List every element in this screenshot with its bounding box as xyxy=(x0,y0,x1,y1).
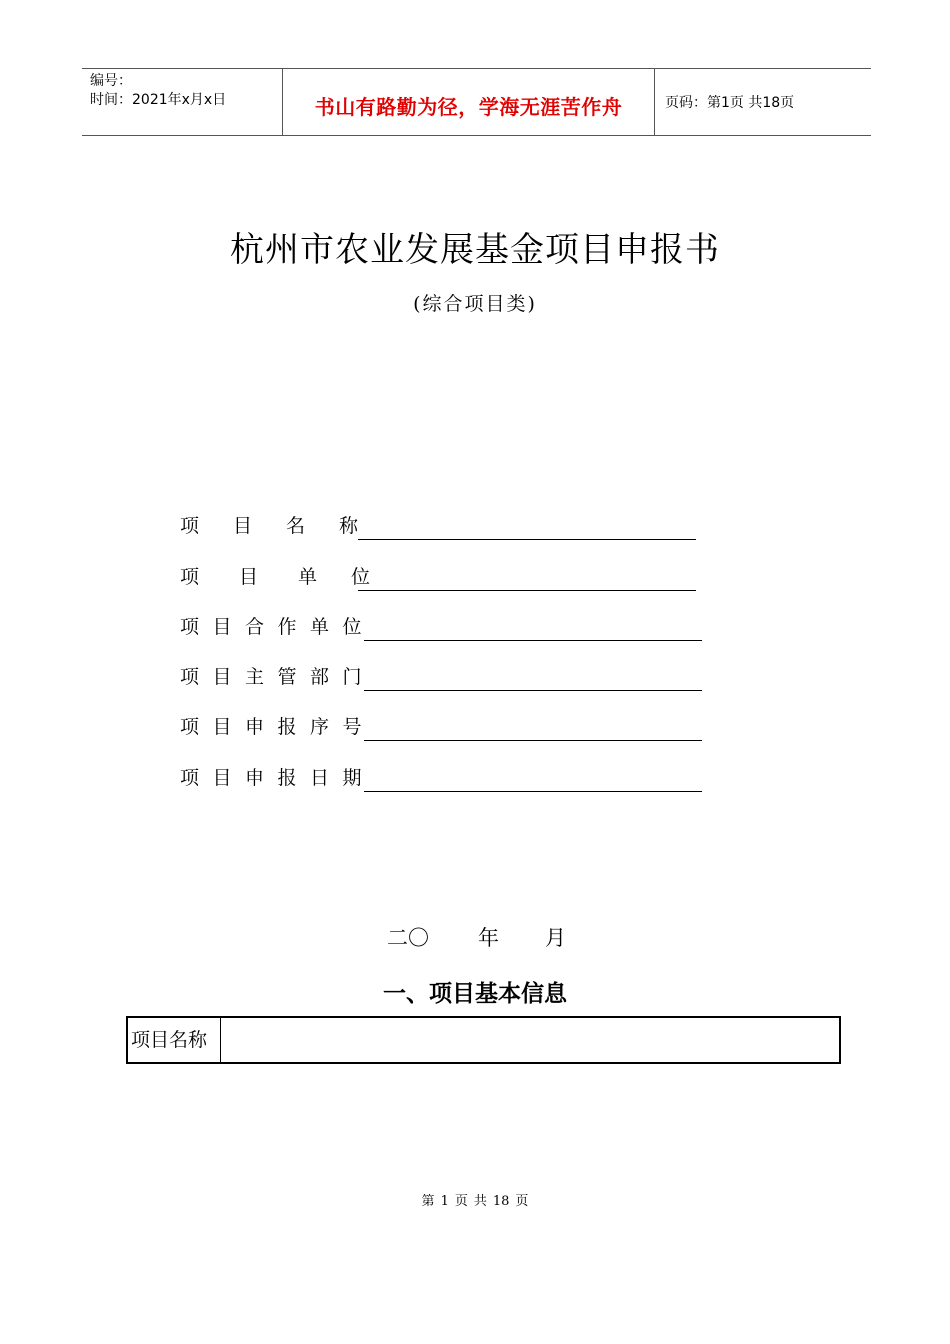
field-cooperation-unit xyxy=(180,611,702,641)
number-label: 编号： xyxy=(90,73,132,89)
section-heading: 一、项目基本信息 xyxy=(383,981,567,1007)
field-project-unit xyxy=(180,561,698,591)
date-year: 年 xyxy=(478,926,499,950)
field-underline[interactable] xyxy=(364,791,702,792)
header-meta-cell xyxy=(82,69,283,135)
document-subtitle: (综合项目类) xyxy=(413,293,537,315)
field-label: 项目主管部门 xyxy=(180,666,376,688)
field-label: 项目合作单位 xyxy=(180,616,376,638)
field-underline[interactable] xyxy=(364,740,702,741)
field-label: 项目名称 xyxy=(180,515,393,537)
page-info: 页码：第1页 共18页 xyxy=(665,95,795,111)
field-label: 项目申报日期 xyxy=(180,767,376,789)
page-footer xyxy=(0,1190,950,1209)
field-underline[interactable] xyxy=(358,539,696,540)
footer-page-number: 1 xyxy=(440,1194,449,1209)
motto-text: 书山有路勤为径，学海无涯苦作舟 xyxy=(314,95,623,119)
field-label: 项目单位 xyxy=(180,566,405,588)
field-underline[interactable] xyxy=(364,640,702,641)
field-application-date xyxy=(180,762,702,792)
field-application-number xyxy=(180,711,702,741)
footer-text: 页 xyxy=(454,1194,468,1209)
footer-text: 页 xyxy=(515,1194,529,1209)
project-name-label-cell: 项目名称 xyxy=(128,1018,221,1062)
project-name-value-cell[interactable] xyxy=(221,1018,839,1062)
document-title: 杭州市农业发展基金项目申报书 xyxy=(230,230,720,270)
footer-total-pages: 18 xyxy=(492,1194,510,1209)
field-underline[interactable] xyxy=(364,690,702,691)
time-label: 时间：2021年x月x日 xyxy=(90,92,227,108)
date-month: 月 xyxy=(545,926,566,950)
header-page-cell xyxy=(655,69,871,135)
field-supervising-dept xyxy=(180,661,702,691)
field-project-name xyxy=(180,510,698,540)
header-motto-cell xyxy=(283,69,655,135)
page-header xyxy=(82,68,871,136)
basic-info-table xyxy=(126,1016,841,1064)
footer-text: 第 xyxy=(421,1194,435,1209)
field-label: 项目申报序号 xyxy=(180,716,376,738)
field-underline[interactable] xyxy=(358,590,696,591)
footer-text: 共 xyxy=(473,1194,487,1209)
date-prefix: 二〇 xyxy=(387,926,429,950)
